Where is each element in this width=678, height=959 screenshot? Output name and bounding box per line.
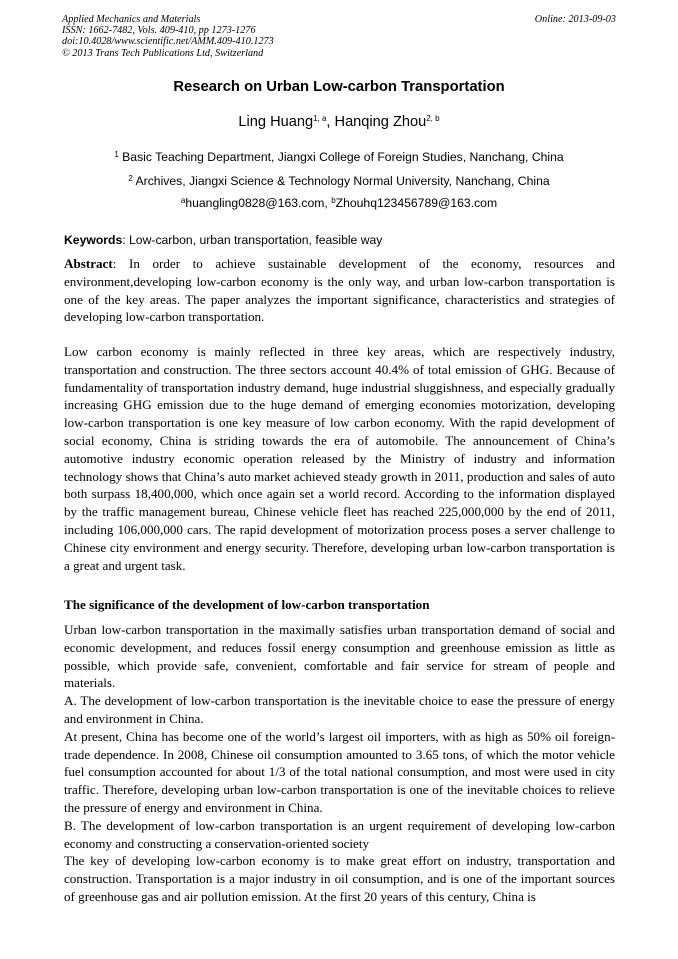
abstract-label: Abstract (64, 256, 113, 271)
keywords-label: Keywords (64, 233, 123, 247)
section-subheading-a: A. The development of low-carbon transportation is the inevitable choice to ease the pressure of energy and environment in China. (64, 693, 615, 726)
introduction (64, 343, 615, 574)
author-1-marker: 1, a (313, 114, 327, 123)
online-date: Online: 2013-09-03 (534, 14, 616, 25)
affiliation-1-marker: 1 (114, 150, 119, 159)
affiliation-2-text: Archives, Jiangxi Science & Technology Normal University, Nanchang, China (135, 174, 550, 188)
email-b-marker: b (331, 196, 336, 205)
affiliation-1-text: Basic Teaching Department, Jiangxi College of Foreign Studies, Nanchang, China (122, 150, 564, 164)
intro-paragraph: Low carbon economy is mainly reflected in three key areas, which are respectively industry, transportation and construction. The three sectors account 40.4% of total emission of GHG. Because of fundamentality of transportation industry demand, huge industrial sluggishness, and especially gradually increasing GHG emission due to the huge demand of emerging economies motorization, developing low-carbon transportation is one key measure of low carbon economy. With the rapid development of social economy, China is striding towards the era of automobile. The announcement of China’s automotive industry economic operation released by the Ministry of industry and information technology shows that China’s auto market achieved steady growth in 2011, production and sales of auto both surpass 18,400,000, which once again set a world record. According to the information displayed by the traffic management bureau, Chinese vehicle fleet has reached 225,000,000 by the end of 2011, including 106,000,000 cars. The rapid development of motorization process poses a server challenge to Chinese city environment and energy security. Therefore, developing urban low-carbon transportation is a great and urgent task. (64, 344, 615, 573)
affiliation-2-marker: 2 (128, 174, 133, 183)
author-separator: , (326, 114, 335, 130)
abstract-paragraph (64, 255, 615, 326)
affiliation-1 (0, 150, 678, 164)
paper-title: Research on Urban Low-carbon Transportation (173, 79, 505, 95)
email-line (0, 196, 678, 210)
abstract (64, 255, 615, 326)
section-body (64, 621, 615, 906)
section-paragraph: At present, China has become one of the world’s largest oil importers, with as high as 50% oil foreign-trade dependence. In 2008, Chinese oil consumption amounted to 3.65 tons, of which the motor vehicle fuel consumption accounted for about 1/3 of the total national consumption, and most were used in city traffic. Therefore, developing urban low-carbon transportation is one of the inevitable choices to relieve the pressure of energy and environment in China. (64, 728, 615, 815)
author-1: Ling Huang (238, 114, 314, 130)
issn-line: ISSN: 1662-7482, Vols. 409-410, pp 1273-1276 (62, 25, 256, 37)
keywords (64, 233, 615, 247)
email-a[interactable]: huangling0828@163.com, (185, 196, 332, 210)
author-2-marker: 2, b (426, 114, 440, 123)
email-a-marker: a (180, 196, 186, 205)
copyright-line: © 2013 Trans Tech Publications Ltd, Switzerland (62, 47, 264, 59)
author-line (0, 114, 678, 130)
abstract-text: : In order to achieve sustainable development of the economy, resources and environment,developing low-carbon economy is the only way, and urban low-carbon transportation is one of the key areas. The paper analyzes the important significance, characteristics and strategies of developing low-carbon transportation. (64, 256, 615, 325)
section-subheading-b: B. The development of low-carbon transportation is an urgent requirement of developing low-carbon economy and constructing a conservation-oriented society (64, 817, 615, 851)
section-paragraph: Urban low-carbon transportation in the maximally satisfies urban transportation demand of social and economic development, and reduces fossil energy consumption and greenhouse emission as little as possible, which provide safe, convenient, comfortable and fair service for stream of people and materials. (64, 622, 615, 691)
email-b[interactable]: Zhouhq123456789@163.com (335, 196, 498, 210)
doi-line: doi:10.4028/www.scientific.net/AMM.409-410.1273 (62, 36, 274, 48)
author-2: Hanqing Zhou (334, 114, 427, 130)
journal-name: Applied Mechanics and Materials (62, 14, 201, 25)
keywords-text: : Low-carbon, urban transportation, feasible way (122, 233, 383, 247)
affiliation-2 (0, 174, 678, 188)
journal-header (62, 14, 616, 59)
section-heading: The significance of the development of low-carbon transportation (64, 597, 430, 612)
section-paragraph: The key of developing low-carbon economy is to make great effort on industry, transportation and construction. Transportation is a major industry in oil consumption, and is one of the important sources of greenhouse gas and air pollution emission. At the first 20 years of this century, China is (64, 853, 615, 904)
